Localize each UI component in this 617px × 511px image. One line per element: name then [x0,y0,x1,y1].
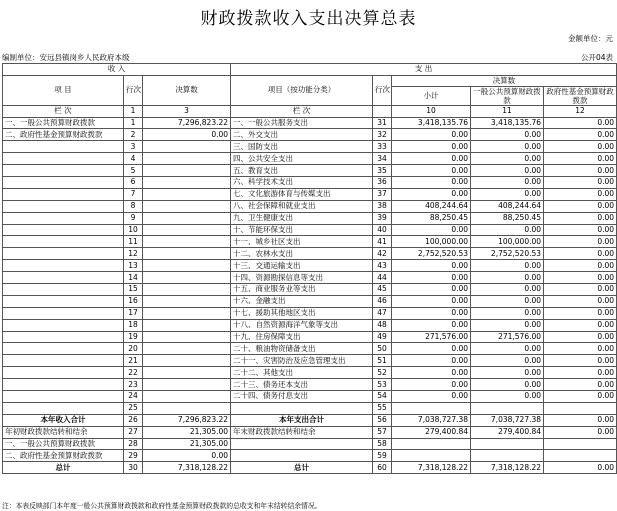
income-row-no: 28 [124,438,143,450]
income-item [3,236,124,248]
table-row [3,402,617,414]
income-value [143,295,231,307]
income-value [143,176,231,188]
expense-general-budget: 7,318,128.22 [471,462,544,474]
expense-row-no: 47 [373,307,392,319]
currency-unit: 金额单位：元 [568,34,613,43]
expense-item: 本年支出合计 [231,414,373,426]
expense-subtotal: 100,000.00 [392,236,471,248]
expense-subtotal: 0.00 [392,379,471,391]
expense-subtotal: 0.00 [392,129,471,141]
income-item [3,283,124,295]
table-row [3,212,617,224]
expense-item: 五、教育支出 [231,165,373,177]
income-item [3,224,124,236]
expense-row-no: 51 [373,355,392,367]
expense-general-budget: 0.00 [471,165,544,177]
expense-row-no: 34 [373,153,392,165]
income-item: 二、政府性基金预算财政拨款 [3,129,124,141]
col-3: 3 [143,106,231,118]
income-value [143,165,231,177]
income-value [143,272,231,284]
expense-gov-fund: 0.00 [544,236,617,248]
expense-row-no: 33 [373,141,392,153]
expense-general-budget: 0.00 [471,379,544,391]
expense-subtotal [392,450,471,462]
expense-item [231,402,373,414]
table-row [3,367,617,379]
income-item [3,390,124,402]
col-1: 1 [124,106,143,118]
expense-gov-fund: 0.00 [544,260,617,272]
table-row [3,319,617,331]
expense-row-no: 32 [373,129,392,141]
expense-subtotal: 0.00 [392,343,471,355]
income-row-no: 4 [124,153,143,165]
income-item: 年初财政拨款结转和结余 [3,426,124,438]
expense-general-budget: 271,576.00 [471,331,544,343]
income-value: 7,296,823.22 [143,117,231,129]
expense-gov-fund: 0.00 [544,414,617,426]
income-row-no: 25 [124,402,143,414]
expense-row-no: 58 [373,438,392,450]
col-10: 10 [392,106,471,118]
expense-subtotal [392,402,471,414]
expense-subtotal: 7,038,727.38 [392,414,471,426]
table-row [3,295,617,307]
income-value [143,343,231,355]
report-title: 财政拨款收入支出决算总表 [200,9,417,29]
income-value [143,212,231,224]
table-row [3,450,617,462]
expense-item: 三、国防支出 [231,141,373,153]
table-row [3,260,617,272]
expense-row-no: 38 [373,200,392,212]
expense-subtotal: 0.00 [392,319,471,331]
table-row [3,188,617,200]
expense-gov-fund: 0.00 [544,165,617,177]
income-item [3,200,124,212]
expense-row-no: 56 [373,414,392,426]
expense-subtotal: 0.00 [392,188,471,200]
item-header: 项 目 [3,75,124,106]
expense-general-budget: 0.00 [471,141,544,153]
income-value [143,248,231,260]
reporting-org: 编制单位：安远县镇岗乡人民政府本级 [2,53,130,62]
expense-item: 二、外交支出 [231,129,373,141]
expense-general-budget: 408,244.64 [471,200,544,212]
expense-row-no: 48 [373,319,392,331]
expense-general-budget: 88,250.45 [471,212,544,224]
income-item: 二、政府性基金预算财政拨款 [3,450,124,462]
income-row-no: 5 [124,165,143,177]
expense-subtotal: 0.00 [392,355,471,367]
income-item [3,355,124,367]
income-value [143,283,231,295]
income-item [3,212,124,224]
income-value [143,200,231,212]
income-item: 一、一般公共预算财政拨款 [3,438,124,450]
expense-item: 十八、自然资源海洋气象等支出 [231,319,373,331]
expense-item: 八、社会保障和就业支出 [231,200,373,212]
func-item-header: 项目（按功能分类） [231,75,373,106]
expense-gov-fund: 0.00 [544,319,617,331]
expense-gov-fund: 0.00 [544,390,617,402]
expense-item: 十、节能环保支出 [231,224,373,236]
budget-header: 决算数 [143,75,231,106]
expense-gov-fund: 0.00 [544,379,617,391]
col-blank [373,106,392,118]
income-row-no: 18 [124,319,143,331]
expense-subtotal: 0.00 [392,367,471,379]
income-value [143,379,231,391]
expense-item: 四、公共安全支出 [231,153,373,165]
expense-gov-fund: 0.00 [544,117,617,129]
income-row-no: 7 [124,188,143,200]
income-value [143,307,231,319]
income-value [143,355,231,367]
expense-item: 十七、援助其他地区支出 [231,307,373,319]
income-value [143,236,231,248]
expense-subtotal: 0.00 [392,141,471,153]
expense-item: 十九、住房保障支出 [231,331,373,343]
income-row-no: 6 [124,176,143,188]
income-item [3,402,124,414]
expense-general-budget [471,450,544,462]
income-item [3,307,124,319]
table-row [3,462,617,474]
income-value: 21,305.00 [143,426,231,438]
income-value: 0.00 [143,129,231,141]
form-number: 公开04表 [580,53,613,62]
expense-general-budget: 0.00 [471,295,544,307]
expense-gov-fund: 0.00 [544,129,617,141]
expense-subtotal: 0.00 [392,295,471,307]
expense-general-budget [471,402,544,414]
expense-row-no: 40 [373,224,392,236]
income-row-no: 23 [124,379,143,391]
income-value: 7,296,823.22 [143,414,231,426]
expense-row-no: 35 [373,165,392,177]
table-row [3,355,617,367]
table-row [3,129,617,141]
income-row-no: 21 [124,355,143,367]
expense-item: 十六、金融支出 [231,295,373,307]
gov-fund-header: 政府性基金预算财政拨款 [544,87,617,106]
table-row [3,283,617,295]
expense-gov-fund: 0.00 [544,355,617,367]
table-row [3,272,617,284]
expense-item [231,450,373,462]
income-row-no: 15 [124,283,143,295]
income-row-no: 27 [124,426,143,438]
income-item [3,188,124,200]
expense-row-no: 55 [373,402,392,414]
income-item [3,331,124,343]
income-row-no: 3 [124,141,143,153]
income-header: 收 入 [3,64,231,76]
income-row-no: 8 [124,200,143,212]
income-row-no: 17 [124,307,143,319]
income-item: 总计 [3,462,124,474]
expense-subtotal: 0.00 [392,390,471,402]
table-row [3,200,617,212]
expense-item: 九、卫生健康支出 [231,212,373,224]
income-item: 一、一般公共预算财政拨款 [3,117,124,129]
expense-subtotal [392,438,471,450]
expense-row-no: 60 [373,462,392,474]
table-row [3,141,617,153]
table-row [3,117,617,129]
income-value [143,224,231,236]
expense-general-budget: 0.00 [471,367,544,379]
income-value [143,188,231,200]
expense-subtotal: 88,250.45 [392,212,471,224]
expense-gov-fund: 0.00 [544,295,617,307]
income-value [143,390,231,402]
expense-gov-fund: 0.00 [544,153,617,165]
expense-row-no: 53 [373,379,392,391]
expense-gov-fund [544,402,617,414]
income-item [3,176,124,188]
income-value: 21,305.00 [143,438,231,450]
income-item [3,272,124,284]
expense-subtotal: 2,752,520.53 [392,248,471,260]
expense-general-budget [471,438,544,450]
expense-row-no: 44 [373,272,392,284]
expense-item: 十二、农林水支出 [231,248,373,260]
income-row-no: 13 [124,260,143,272]
expense-gov-fund: 0.00 [544,188,617,200]
expense-header: 支 出 [231,64,617,76]
expense-item: 总计 [231,462,373,474]
expense-item: 十五、商业服务业等支出 [231,283,373,295]
expense-gov-fund [544,450,617,462]
expense-general-budget: 0.00 [471,188,544,200]
expense-gov-fund: 0.00 [544,212,617,224]
expense-subtotal: 408,244.64 [392,200,471,212]
subtotal-header: 小计 [392,87,471,106]
expense-row-no: 54 [373,390,392,402]
expense-gov-fund: 0.00 [544,283,617,295]
table-row [3,236,617,248]
expense-gov-fund: 0.00 [544,248,617,260]
income-value [143,153,231,165]
income-row-no: 9 [124,212,143,224]
expense-item: 十四、资源勘探信息等支出 [231,272,373,284]
table-row [3,165,617,177]
income-row-no: 19 [124,331,143,343]
expense-row-no: 46 [373,295,392,307]
table-row [3,414,617,426]
row-no-header: 行次 [124,75,143,106]
expense-row-no: 42 [373,248,392,260]
income-value [143,319,231,331]
expense-general-budget: 0.00 [471,176,544,188]
table-row [3,331,617,343]
income-item [3,295,124,307]
expense-item: 二十四、债务付息支出 [231,390,373,402]
expense-subtotal: 0.00 [392,283,471,295]
expense-general-budget: 100,000.00 [471,236,544,248]
expense-subtotal: 0.00 [392,153,471,165]
expense-general-budget: 0.00 [471,355,544,367]
expense-row-no: 36 [373,176,392,188]
table-row [3,153,617,165]
income-item [3,248,124,260]
table-row [3,438,617,450]
income-item [3,319,124,331]
expense-row-no: 50 [373,343,392,355]
income-row-no: 14 [124,272,143,284]
gen-budget-header: 一般公共预算财政拨款 [471,87,544,106]
expense-gov-fund: 0.00 [544,462,617,474]
income-value [143,367,231,379]
income-value [143,402,231,414]
expense-general-budget: 0.00 [471,153,544,165]
expense-item: 二十一、灾害防治及应急管理支出 [231,355,373,367]
expense-general-budget: 0.00 [471,307,544,319]
expense-subtotal: 279,400.84 [392,426,471,438]
income-row-no: 1 [124,117,143,129]
expense-row-no: 52 [373,367,392,379]
expense-gov-fund: 0.00 [544,176,617,188]
expense-general-budget: 0.00 [471,319,544,331]
expense-subtotal: 0.00 [392,307,471,319]
expense-item: 十一、城乡社区支出 [231,236,373,248]
income-row-no: 26 [124,414,143,426]
table-row [3,307,617,319]
income-item [3,165,124,177]
table-row [3,224,617,236]
income-row-no: 12 [124,248,143,260]
col-label: 栏 次 [3,106,124,118]
expense-row-no: 43 [373,260,392,272]
expense-gov-fund: 0.00 [544,343,617,355]
income-item: 本年收入合计 [3,414,124,426]
expense-item: 二十二、其他支出 [231,367,373,379]
expense-gov-fund: 0.00 [544,272,617,284]
expense-item: 七、文化旅游体育与传媒支出 [231,188,373,200]
income-item [3,343,124,355]
col-label-2: 栏 次 [231,106,373,118]
budget-header-2: 决算数 [392,75,617,87]
expense-subtotal: 0.00 [392,272,471,284]
income-row-no: 20 [124,343,143,355]
expense-item: 十三、交通运输支出 [231,260,373,272]
expense-item: 一、一般公共服务支出 [231,117,373,129]
table-row [3,343,617,355]
income-row-no: 16 [124,295,143,307]
expense-gov-fund: 0.00 [544,426,617,438]
expense-gov-fund: 0.00 [544,307,617,319]
expense-gov-fund: 0.00 [544,141,617,153]
expense-row-no: 57 [373,426,392,438]
income-item [3,367,124,379]
expense-subtotal: 7,318,128.22 [392,462,471,474]
expense-subtotal: 0.00 [392,224,471,236]
expense-subtotal: 271,576.00 [392,331,471,343]
row-no-header-2: 行次 [373,75,392,106]
expense-general-budget: 0.00 [471,390,544,402]
expense-row-no: 39 [373,212,392,224]
income-value: 0.00 [143,450,231,462]
footnote: 注：本表反映部门本年度一般公共预算财政拨款和政府性基金预算财政拨款的总收支和年末结转结余情况。 [2,502,322,510]
expense-row-no: 49 [373,331,392,343]
income-item [3,141,124,153]
expense-gov-fund: 0.00 [544,331,617,343]
income-item [3,260,124,272]
table-row [3,379,617,391]
expense-gov-fund [544,438,617,450]
expense-subtotal: 0.00 [392,260,471,272]
expense-gov-fund: 0.00 [544,367,617,379]
col-11: 11 [471,106,544,118]
income-row-no: 10 [124,224,143,236]
income-row-no: 29 [124,450,143,462]
expense-subtotal: 0.00 [392,176,471,188]
expense-row-no: 59 [373,450,392,462]
income-value: 7,318,128.22 [143,462,231,474]
income-row-no: 30 [124,462,143,474]
expense-general-budget: 279,400.84 [471,426,544,438]
expense-row-no: 31 [373,117,392,129]
col-12: 12 [544,106,617,118]
expense-general-budget: 0.00 [471,129,544,141]
income-value [143,331,231,343]
budget-table [2,63,617,474]
table-row [3,426,617,438]
expense-item: 二十、粮油物资储备支出 [231,343,373,355]
expense-general-budget: 0.00 [471,343,544,355]
income-row-no: 11 [124,236,143,248]
expense-general-budget: 0.00 [471,272,544,284]
expense-item [231,438,373,450]
income-value [143,141,231,153]
income-item [3,379,124,391]
expense-subtotal: 0.00 [392,165,471,177]
expense-row-no: 37 [373,188,392,200]
expense-row-no: 45 [373,283,392,295]
expense-item: 二十三、债务还本支出 [231,379,373,391]
table-row [3,390,617,402]
expense-item: 年末财政拨款结转和结余 [231,426,373,438]
expense-general-budget: 7,038,727.38 [471,414,544,426]
expense-general-budget: 0.00 [471,224,544,236]
expense-gov-fund: 0.00 [544,200,617,212]
income-row-no: 22 [124,367,143,379]
income-row-no: 2 [124,129,143,141]
income-item [3,153,124,165]
expense-subtotal: 3,418,135.76 [392,117,471,129]
table-row [3,176,617,188]
table-row [3,248,617,260]
expense-general-budget: 0.00 [471,283,544,295]
expense-general-budget: 3,418,135.76 [471,117,544,129]
expense-item: 六、科学技术支出 [231,176,373,188]
income-value [143,260,231,272]
income-row-no: 24 [124,390,143,402]
expense-row-no: 41 [373,236,392,248]
expense-general-budget: 2,752,520.53 [471,248,544,260]
expense-gov-fund: 0.00 [544,224,617,236]
expense-general-budget: 0.00 [471,260,544,272]
